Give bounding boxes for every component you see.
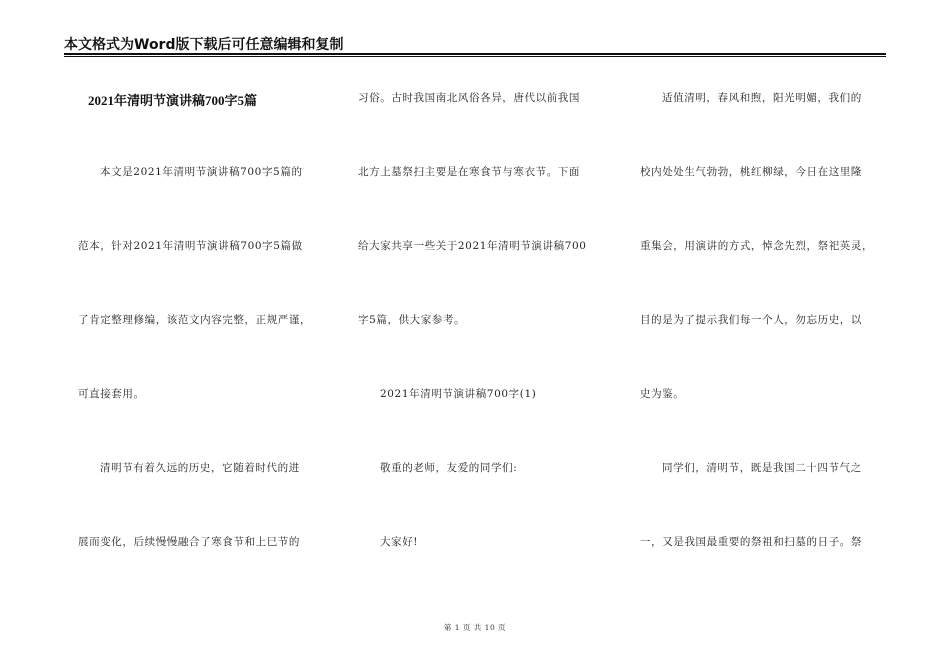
paragraph-line: 北方上墓祭扫主要是在寒食节与寒衣节。下面	[358, 166, 580, 178]
header-rule-thin	[64, 56, 886, 57]
paragraph-line: 适值清明，春风和煦，阳光明媚，我们的	[662, 92, 862, 104]
paragraph-line: 展而变化，后续慢慢融合了寒食节和上巳节的	[78, 536, 300, 548]
page-footer: 第 1 页 共 10 页	[443, 623, 507, 632]
paragraph-line: 了肯定整理修编，该范文内容完整，正规严谨，	[78, 314, 312, 326]
paragraph-line: 敬重的老师，友爱的同学们:	[380, 462, 518, 474]
paragraph-line: 清明节有着久远的历史，它随着时代的进	[100, 462, 300, 474]
paragraph-line: 目的是为了提示我们每一个人，勿忘历史，以	[640, 314, 862, 326]
paragraph-line: 可直接套用。	[78, 388, 145, 400]
paragraph-line: 大家好!	[380, 536, 419, 548]
paragraph-line: 一，又是我国最重要的祭祖和扫墓的日子。祭	[640, 536, 862, 548]
paragraph-line: 校内处处生气勃勃，桃红柳绿，今日在这里隆	[640, 166, 862, 178]
paragraph-line: 本文是2021年清明节演讲稿700字5篇的	[100, 166, 303, 178]
document-header-title: 本文格式为Word版下载后可任意编辑和复制	[64, 37, 344, 53]
document-title: 2021年清明节演讲稿700字5篇	[88, 93, 258, 108]
paragraph-line: 范本，针对2021年清明节演讲稿700字5篇做	[78, 240, 303, 252]
header-rule	[64, 53, 886, 55]
paragraph-line: 同学们，清明节，既是我国二十四节气之	[662, 462, 862, 474]
paragraph-line: 给大家共享一些关于2021年清明节演讲稿700	[358, 240, 587, 252]
paragraph-line: 字5篇，供大家参考。	[358, 314, 466, 326]
paragraph-line: 史为鉴。	[640, 388, 685, 400]
paragraph-line: 习俗。古时我国南北风俗各异，唐代以前我国	[358, 92, 580, 104]
paragraph-line: 重集会，用演讲的方式，悼念先烈，祭祀英灵，	[640, 240, 874, 252]
paragraph-line: 2021年清明节演讲稿700字(1)	[380, 388, 537, 400]
